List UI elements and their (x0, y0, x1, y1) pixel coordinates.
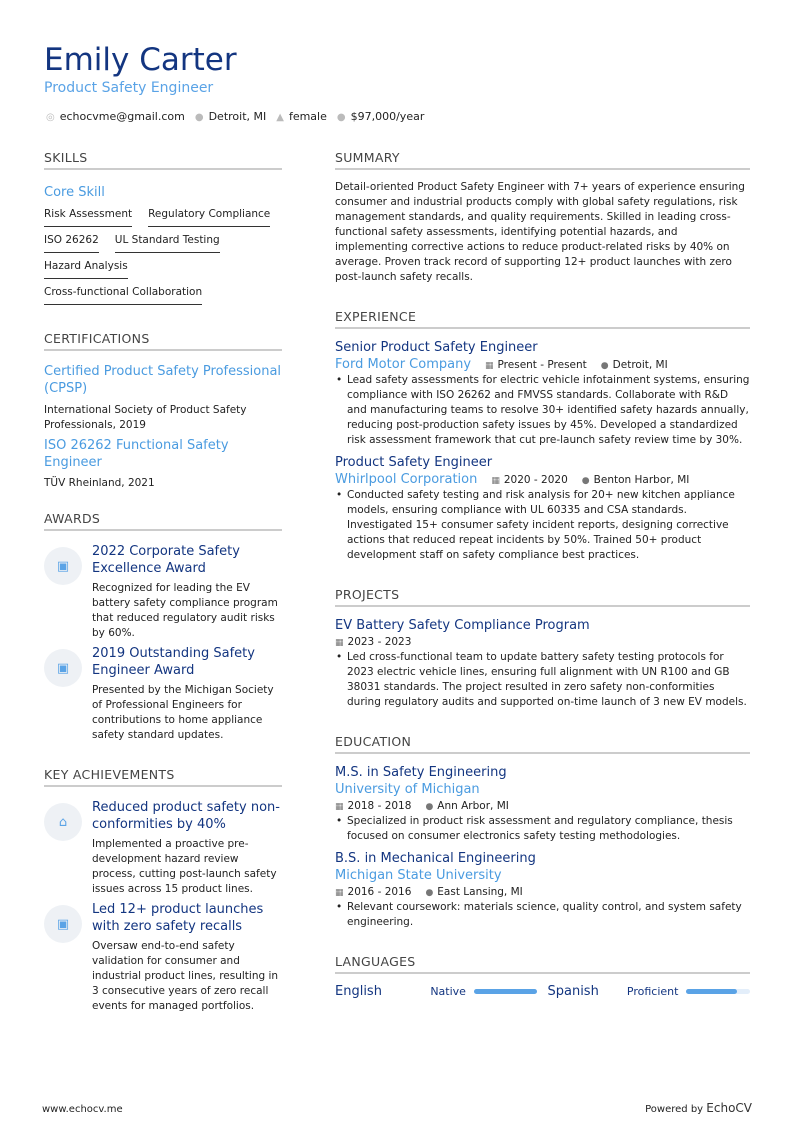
person-icon: ▲ (276, 112, 284, 123)
skills-heading: SKILLS (44, 150, 282, 170)
location-text: Detroit, MI (208, 110, 267, 123)
skill-item: Regulatory Compliance (148, 207, 270, 227)
edu-bullet: • Relevant coursework: materials science, quality control, and system safety engineering. (335, 900, 750, 930)
location-pin-icon: ● (600, 360, 609, 371)
job-dates: 2020 - 2020 (503, 473, 568, 486)
award-icon: ▣ (44, 649, 82, 687)
contact-location (195, 110, 266, 123)
achievement-desc: Implemented a proactive pre-development hazard review process, cutting post-launch safety issues across 15 product lines. (92, 838, 277, 895)
location-pin-icon: ● (581, 475, 590, 486)
contact-email (46, 110, 185, 123)
achievement-desc: Oversaw end-to-end safety validation for consumer and industrial product lines, resulting in 3 consecutive years of zero recall events for managed portfolios. (92, 940, 279, 1012)
salary-text: $97,000/year (350, 110, 425, 123)
location-pin-icon: ● (425, 802, 434, 812)
award-desc: Presented by the Michigan Society of Professional Engineers for contributions to home appliance safety standard updates. (92, 684, 274, 741)
job-bullet: • Conducted safety testing and risk analysis for 20+ new kitchen appliance models, ensuring compliance with UL 60335 and CSA standards. Investigated 15+ consumer safety incident reports, designing corrective actions that reduced repeat incidents by 50%. Trained 50+ product development staff on safety compliance best practices. (335, 488, 750, 563)
achievement-title: Reduced product safety non-conformities by 40% (92, 800, 280, 832)
contact-gender (276, 110, 327, 123)
location-pin-icon: ● (194, 112, 204, 123)
award-icon: ▣ (44, 547, 82, 585)
award-desc: Recognized for leading the EV battery safety compliance program that reduced regulatory audit risks by 60%. (92, 582, 278, 639)
job-bullet: • Lead safety assessments for electric vehicle infotainment systems, ensuring compliance with ISO 26262 and FMVSS standards. Collaborate with R&D and manufacturing teams to resolve 30+ identified safety hazards annually, reducing post-production safety issues by 45%. Developed a standardized risk assessment framework that cut pre-launch safety review time by 30%. (335, 373, 750, 448)
language-level: Proficient (626, 985, 679, 998)
education-heading: EDUCATION (335, 734, 750, 754)
school: Michigan State University (335, 868, 502, 883)
candidate-name: Emily Carter (44, 42, 237, 78)
award-item (44, 645, 282, 743)
education-item (335, 764, 750, 844)
candidate-title: Product Safety Engineer (44, 80, 214, 96)
at-icon: ◎ (46, 112, 55, 123)
achievement-item (44, 901, 282, 1014)
project-name: EV Battery Safety Compliance Program (335, 618, 590, 633)
calendar-icon: ▦ (491, 475, 500, 486)
company-name: Whirlpool Corporation (335, 472, 478, 487)
job-location: Benton Harbor, MI (593, 473, 690, 486)
right-column (335, 150, 750, 999)
summary-heading: SUMMARY (335, 150, 750, 170)
footer-brand (645, 1101, 752, 1115)
language-level-bar (686, 989, 750, 994)
language-name: Spanish (547, 984, 599, 999)
skill-item: Hazard Analysis (44, 259, 128, 279)
awards-heading: AWARDS (44, 511, 282, 531)
edu-location: East Lansing, MI (437, 886, 523, 898)
brand-name: EchoCV (706, 1101, 752, 1115)
award-item (44, 543, 282, 641)
achievement-item (44, 799, 282, 897)
bank-icon: ⌂ (44, 803, 82, 841)
calendar-icon: ▦ (485, 360, 494, 371)
job-dates: Present - Present (497, 358, 587, 371)
certifications-heading: CERTIFICATIONS (44, 331, 282, 351)
location-pin-icon: ● (425, 888, 434, 898)
project-dates: 2023 - 2023 (347, 636, 412, 648)
contact-salary (337, 110, 424, 123)
email-text: echocvme@gmail.com (59, 110, 185, 123)
degree: B.S. in Mechanical Engineering (335, 851, 536, 866)
contact-info (46, 110, 424, 123)
gender-text: female (288, 110, 327, 123)
languages-list (335, 984, 750, 999)
skill-item: ISO 26262 (44, 233, 99, 253)
projects-heading: PROJECTS (335, 587, 750, 607)
edu-dates: 2016 - 2016 (347, 886, 412, 898)
job-location: Detroit, MI (612, 358, 668, 371)
cert-name: ISO 26262 Functional Safety Engineer (44, 438, 229, 470)
skill-item: Risk Assessment (44, 207, 132, 227)
cert-name: Certified Product Safety Professional (CPSP) (44, 364, 282, 396)
powered-by-text: Powered by (645, 1104, 704, 1115)
cert-detail: International Society of Product Safety Professionals, 2019 (44, 404, 247, 431)
experience-item (335, 454, 750, 563)
skill-item: UL Standard Testing (115, 233, 220, 253)
calendar-icon: ▦ (335, 638, 344, 648)
skills-list (44, 207, 282, 305)
clipboard-icon: ▣ (44, 905, 82, 943)
degree: M.S. in Safety Engineering (335, 765, 507, 780)
experience-heading: EXPERIENCE (335, 309, 750, 329)
edu-location: Ann Arbor, MI (437, 800, 509, 812)
language-name: English (335, 984, 382, 999)
skill-group-title: Core Skill (44, 185, 105, 200)
footer-site[interactable]: www.echocv.me (42, 1104, 123, 1115)
calendar-icon: ▦ (335, 888, 344, 898)
company-name: Ford Motor Company (335, 357, 472, 372)
dollar-icon: ● (336, 112, 346, 123)
school: University of Michigan (335, 782, 480, 797)
education-item (335, 850, 750, 930)
experience-item (335, 339, 750, 448)
language-level-bar (474, 989, 538, 994)
job-role: Product Safety Engineer (335, 455, 493, 470)
left-column (44, 150, 282, 1018)
award-title: 2019 Outstanding Safety Engineer Award (92, 646, 255, 678)
skill-item: Cross-functional Collaboration (44, 285, 202, 305)
job-role: Senior Product Safety Engineer (335, 340, 538, 355)
summary-text: Detail-oriented Product Safety Engineer with 7+ years of experience ensuring consumer and industrial products comply with global safety regulations, risk management standards, and quality requirements. Skilled in leading cross-functional safety assessments, identifying potential hazards, and implementing corrective actions to reduce product-related risks by 40% on average. Proven track record of supporting 12+ product launches with zero post-launch safety recalls. (335, 181, 745, 283)
achievements-heading: KEY ACHIEVEMENTS (44, 767, 282, 787)
edu-bullet: • Specialized in product risk assessment and regulatory compliance, thesis focused on consumer electronics safety testing methodologies. (335, 814, 750, 844)
achievement-title: Led 12+ product launches with zero safety recalls (92, 902, 264, 934)
language-level: Native (430, 985, 466, 998)
calendar-icon: ▦ (335, 802, 344, 812)
project-bullet: • Led cross-functional team to update battery safety testing protocols for 2023 electric vehicle lines, ensuring full alignment with UN R100 and GB 38031 standards. The project resulted in zero safety non-conformities during regulatory audits and supported on-time launch of 3 new EV models. (335, 650, 750, 710)
cert-detail: TÜV Rheinland, 2021 (44, 477, 155, 489)
award-title: 2022 Corporate Safety Excellence Award (92, 544, 240, 576)
edu-dates: 2018 - 2018 (347, 800, 412, 812)
languages-heading: LANGUAGES (335, 954, 750, 974)
